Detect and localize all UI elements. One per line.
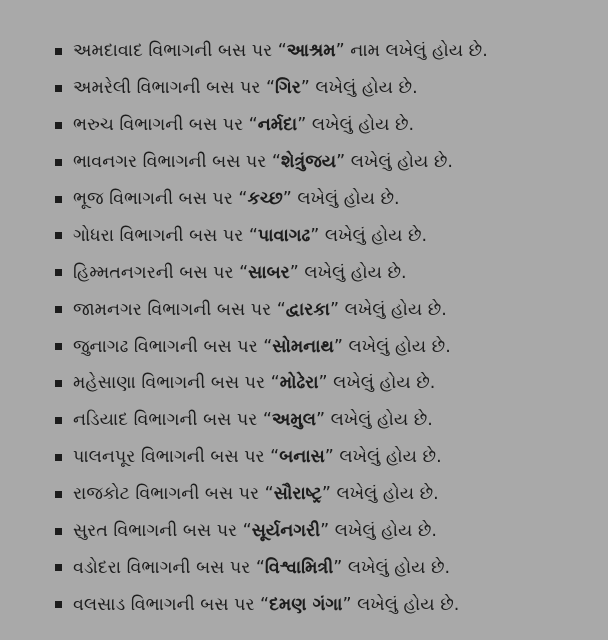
square-bullet-icon (55, 343, 62, 350)
bus-name: મોઢેરા (279, 373, 319, 394)
division-text: રાજકોટ વિભાગની બસ પર “ (73, 484, 274, 505)
bus-name: અમુલ (271, 410, 316, 431)
suffix-text: ” લખેલું હોય છે. (318, 373, 436, 394)
list-item (55, 402, 608, 439)
square-bullet-icon (55, 491, 62, 498)
bus-name: દમણ ગંગા (269, 594, 343, 615)
division-text: ભરુચ વિભાગની બસ પર “ (73, 115, 258, 136)
suffix-text: ” લખેલું હોય છે. (329, 299, 447, 320)
square-bullet-icon (55, 417, 62, 424)
bus-name: શેત્રુંજય (280, 152, 337, 173)
suffix-text: ” લખેલું હોય છે. (320, 521, 437, 542)
bus-name: સૂર્યનગરી (251, 521, 321, 542)
list-item-text (73, 226, 427, 246)
suffix-text: ” લખેલું હોય છે. (324, 447, 442, 468)
bus-name: બનાસ (279, 447, 325, 468)
suffix-text: ” લખેલું હોય છે. (315, 410, 433, 431)
list-item (55, 33, 608, 70)
square-bullet-icon (55, 564, 62, 571)
division-text: વડોદરા વિભાગની બસ પર “ (73, 557, 265, 578)
square-bullet-icon (55, 454, 62, 461)
square-bullet-icon (55, 306, 62, 313)
bus-name: સાબર (248, 262, 290, 283)
suffix-text: ” લખેલું હોય છે. (333, 336, 451, 357)
list-item (55, 291, 608, 328)
suffix-text: ” નામ લખેલું હોય છે. (335, 41, 488, 62)
list-item-text (73, 263, 407, 283)
list-item-text (73, 152, 453, 172)
list-item (55, 549, 608, 586)
list-item (55, 70, 608, 107)
bus-name: સૌરાષ્ટ્ર (273, 484, 322, 505)
suffix-text: ” લખેલું હોય છે. (297, 115, 415, 136)
square-bullet-icon (55, 528, 62, 535)
suffix-text: ” લખેલું હોય છે. (333, 557, 451, 578)
list-item (55, 217, 608, 254)
list-item-text (73, 484, 439, 504)
square-bullet-icon (55, 269, 62, 276)
division-text: સુરત વિભાગની બસ પર “ (73, 521, 252, 542)
list-item (55, 513, 608, 550)
suffix-text: ” લખેલું હોય છે. (310, 225, 428, 246)
list-item (55, 439, 608, 476)
division-text: ગોધરા વિભાગની બસ પર “ (73, 225, 258, 246)
list-item (55, 328, 608, 365)
square-bullet-icon (55, 601, 62, 608)
division-text: અમદાવાદ વિભાગની બસ પર “ (73, 41, 287, 62)
square-bullet-icon (55, 159, 62, 166)
suffix-text: ” લખેલું હોય છે. (342, 594, 460, 615)
suffix-text: ” લખેલું હોય છે. (300, 78, 418, 99)
list-item (55, 144, 608, 181)
list-item-text (73, 521, 437, 541)
list-item (55, 181, 608, 218)
square-bullet-icon (55, 85, 62, 92)
division-text: અમરેલી વિભાગની બસ પર “ (73, 78, 276, 99)
list-item-text (73, 373, 435, 393)
list-item-text (73, 410, 433, 430)
list-item-text (73, 558, 450, 578)
square-bullet-icon (55, 380, 62, 387)
square-bullet-icon (55, 232, 62, 239)
bus-name: પાવાગઢ (257, 225, 311, 246)
list-item-text (73, 300, 447, 320)
list-item-text (73, 78, 418, 98)
division-text: પાલનપૂર વિભાગની બસ પર “ (73, 447, 280, 468)
suffix-text: ” લખેલું હોય છે. (282, 189, 400, 209)
list-item-text (73, 337, 451, 357)
list-item-text (73, 41, 488, 61)
division-text: મહેસાણા વિભાગની બસ પર “ (73, 373, 280, 394)
suffix-text: ” લખેલું હોય છે. (289, 262, 407, 283)
division-text: હિમ્મતનગરની બસ પર “ (73, 262, 249, 283)
list-item-text (73, 115, 414, 135)
suffix-text: ” લખેલું હોય છે. (321, 484, 439, 505)
bus-name: નર્મદા (257, 115, 298, 136)
square-bullet-icon (55, 48, 62, 55)
list-item (55, 586, 608, 623)
bus-name: વિશ્વામિત્રી (264, 557, 334, 578)
list-item (55, 254, 608, 291)
list-item-text (73, 595, 459, 615)
list-item (55, 107, 608, 144)
bus-name: દ્વારકા (285, 299, 330, 320)
bus-name: સોમનાથ (272, 336, 334, 357)
suffix-text: ” લખેલું હોય છે. (336, 152, 453, 173)
list-item (55, 476, 608, 513)
list-item (55, 365, 608, 402)
division-text: જુનાગઢ વિભાગની બસ પર “ (73, 336, 273, 357)
division-text: ભૂજ વિભાગની બસ પર “ (73, 189, 248, 209)
bus-name: ગિર (275, 78, 301, 99)
bus-division-list (0, 33, 608, 623)
square-bullet-icon (55, 122, 62, 129)
division-text: જામનગર વિભાગની બસ પર “ (73, 299, 286, 320)
list-item-text (73, 189, 400, 209)
division-text: નડિયાદ વિભાગની બસ પર “ (73, 410, 272, 431)
division-text: વલસાડ વિભાગની બસ પર “ (73, 594, 270, 615)
list-item-text (73, 447, 442, 467)
division-text: ભાવનગર વિભાગની બસ પર “ (73, 152, 281, 173)
bus-name: કચ્છ (247, 189, 283, 209)
bus-name: આશ્રમ (286, 41, 336, 62)
square-bullet-icon (55, 196, 62, 203)
